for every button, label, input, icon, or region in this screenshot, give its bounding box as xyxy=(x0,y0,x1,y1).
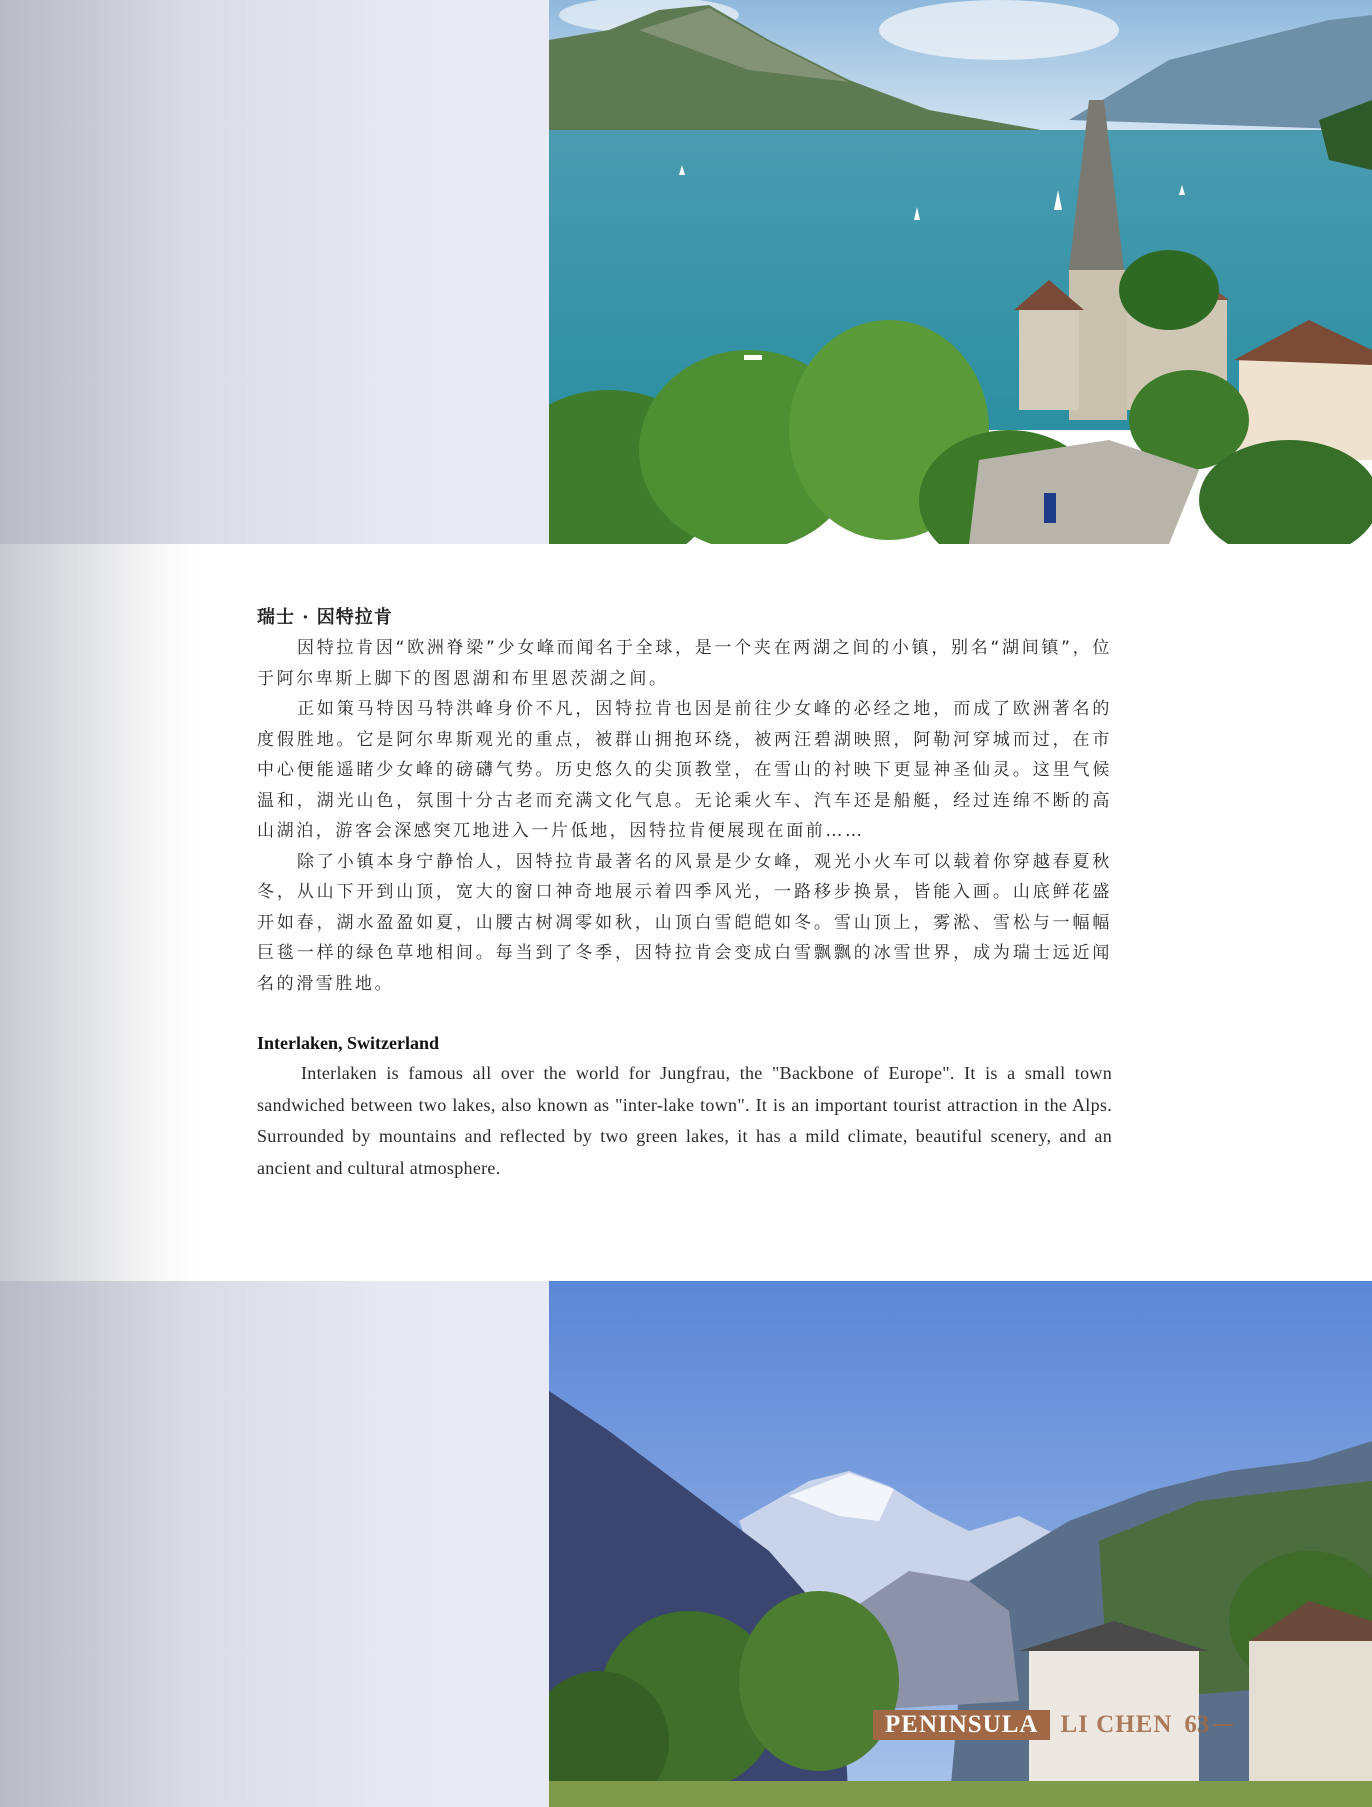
page-footer-mark xyxy=(873,1710,1233,1740)
side-gradient-panel-top xyxy=(0,0,549,544)
chinese-paragraph: 因特拉肯因“欧洲脊梁”少女峰而闻名于全球，是一个夹在两湖之间的小镇，别名“湖间镇”，位于阿尔卑斯上脚下的图恩湖和布里恩茨湖之间。 xyxy=(257,638,1112,689)
english-title: Interlaken, Switzerland xyxy=(257,1033,439,1053)
page-number: 63 xyxy=(1184,1711,1210,1738)
chinese-paragraph: 除了小镇本身宁静怡人，因特拉肯最著名的风景是少女峰，观光小火车可以载着你穿越春夏秋冬，从山下开到山顶，宽大的窗口神奇地展示着四季风光，一路移步换景，皆能入画。山底鲜花盛开如春，湖水盈盈如夏，山腰古树凋零如秋，山顶白雪皑皑如冬。雪山顶上，雾淞、雪松与一幅幅巨毯一样的绿色草地相间。每当到了冬季，因特拉肯会变成白雪飘飘的冰雪世界，成为瑞士远近闻名的滑雪胜地。 xyxy=(257,851,1112,994)
brand-name: PENINSULA xyxy=(873,1710,1050,1740)
chinese-title: 瑞士 · 因特拉肯 xyxy=(257,607,393,628)
lake-church-photo xyxy=(549,0,1372,544)
footer-rule xyxy=(1213,1724,1233,1726)
chinese-paragraph: 正如策马特因马特洪峰身价不凡，因特拉肯也因是前往少女峰的必经之地，而成了欧洲著名的度假胜地。它是阿尔卑斯观光的重点，被群山拥抱环绕，被两汪碧湖映照，阿勒河穿城而过，在市中心便能遥睹少女峰的磅礴气势。历史悠久的尖顶教堂，在雪山的衬映下更显神圣仙灵。这里气候温和，湖光山色，氛围十分古老而充满文化气息。无论乘火车、汽车还是船艇，经过连绵不断的高山湖泊，游客会深感突兀地进入一片低地，因特拉肯便展现在面前…… xyxy=(257,699,1112,841)
article-body xyxy=(257,603,1112,1184)
side-gradient-panel-bottom xyxy=(0,1281,549,1807)
english-paragraph: Interlaken is famous all over the world for Jungfrau, the "Backbone of Europe". It is a small town sandwiched between two lakes, also known as "inter-lake town". It is an important tourist attraction in the Alps. Surrounded by mountains and reflected by two green lakes, it has a mild climate, beautiful scenery, and an ancient and cultural atmosphere. xyxy=(257,1063,1112,1178)
side-gradient-panel-middle xyxy=(0,544,200,1281)
brand-subname: LI CHEN xyxy=(1060,1711,1173,1738)
